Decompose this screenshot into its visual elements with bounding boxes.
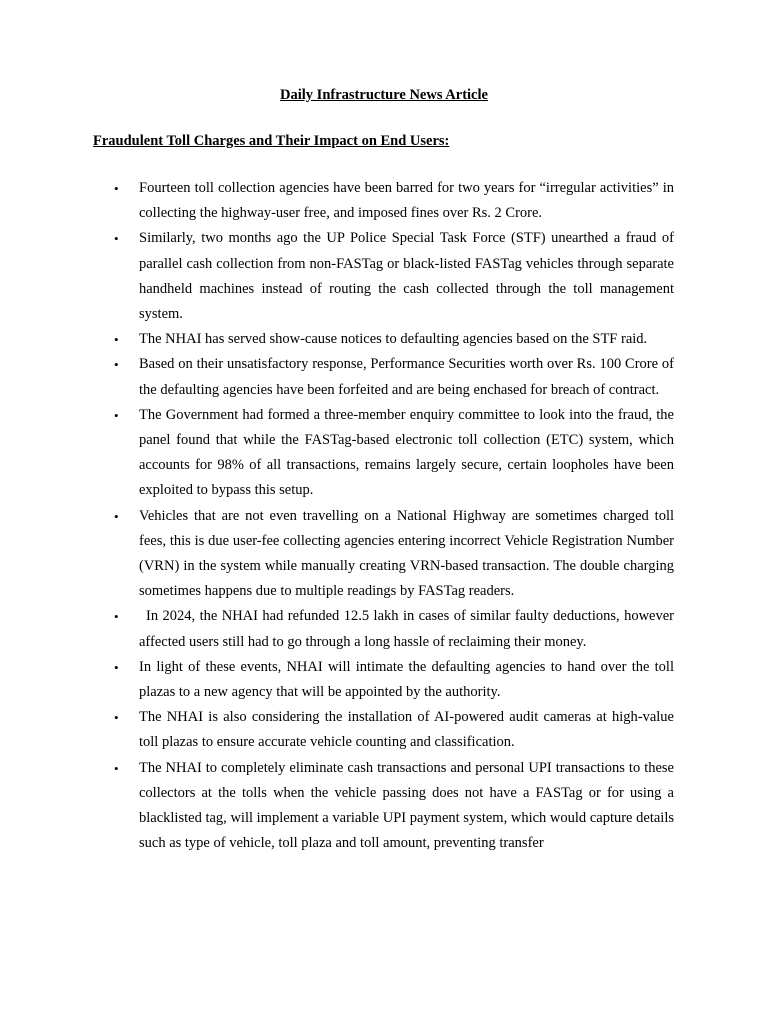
list-item: [114, 705, 674, 755]
bullet-icon: •: [114, 231, 119, 247]
list-item: [114, 504, 674, 605]
list-item: [114, 604, 674, 654]
bullet-icon: •: [114, 659, 119, 675]
bullet-text: The NHAI has served show-cause notices to defaulting agencies based on the STF raid.: [139, 331, 648, 348]
bullet-text: In light of these events, NHAI will intimate the defaulting agencies to hand over the toll plazas to a new agency that will be appointed by the authority.: [139, 658, 674, 701]
list-item: [114, 403, 674, 504]
list-item: [114, 176, 674, 226]
bullet-text: [139, 604, 674, 654]
bullet-text: Fourteen toll collection agencies have been barred for two years for “irregular activities” in collecting the highway-user free, and imposed fines over Rs. 2 Crore.: [139, 180, 674, 222]
bullet-icon: •: [114, 357, 119, 373]
bullet-text: The NHAI to completely eliminate cash transactions and personal UPI transactions to these collectors at the tolls when the vehicle passing does not have a FASTag or for using a blacklisted tag, will implement a variable UPI payment system, which would capture details such as type of vehicle, toll plaza and toll amount, preventing transfer: [139, 759, 674, 852]
list-item: [114, 352, 674, 402]
list-item: [114, 327, 674, 352]
section-heading: Fraudulent Toll Charges and Their Impact on End Users:: [93, 133, 450, 149]
bullet-text-content: In 2024, the NHAI had refunded 12.5 lakh in cases of similar faulty deductions, however affected users still had to go through a long hassle of reclaiming their money.: [139, 608, 674, 650]
bullet-text: The NHAI is also considering the installation of AI-powered audit cameras at high-value toll plazas to ensure accurate vehicle counting and classification.: [139, 709, 674, 751]
bullet-icon: •: [114, 760, 119, 776]
list-item: [114, 655, 674, 705]
list-item: [114, 756, 674, 857]
bullet-icon: •: [114, 181, 119, 196]
bullet-icon: •: [114, 407, 119, 423]
bullet-text: Based on their unsatisfactory response, Performance Securities worth over Rs. 100 Crore of the defaulting agencies have been forfeited and are being enchased for breach of contract.: [139, 356, 674, 398]
bullet-icon: •: [114, 609, 119, 625]
document-title: Daily Infrastructure News Article: [280, 87, 488, 103]
bullet-text: Vehicles that are not even travelling on a National Highway are sometimes charged toll fees, this is due user-fee collecting agencies entering incorrect Vehicle Registration Number (VRN) in the system while manually creating VRN-based transaction. The double charging sometimes happens due to multiple readings by FASTag readers.: [139, 507, 674, 600]
bullet-text: Similarly, two months ago the UP Police Special Task Force (STF) unearthed a fraud of parallel cash collection from non-FASTag or black-listed FASTag vehicles through separate handheld machines instead of routing the cash collected through the toll management system.: [139, 230, 674, 323]
bullet-icon: •: [114, 508, 119, 524]
bullet-list: [0, 176, 768, 856]
list-item: [114, 226, 674, 327]
bullet-icon: •: [114, 332, 119, 348]
bullet-icon: •: [114, 710, 119, 726]
bullet-text: The Government had formed a three-member enquiry committee to look into the fraud, the panel found that while the FASTag-based electronic toll collection (ETC) system, which accounts for 98% of all transactions, remains largely secure, certain loopholes have been exploited to bypass this setup.: [139, 406, 674, 499]
